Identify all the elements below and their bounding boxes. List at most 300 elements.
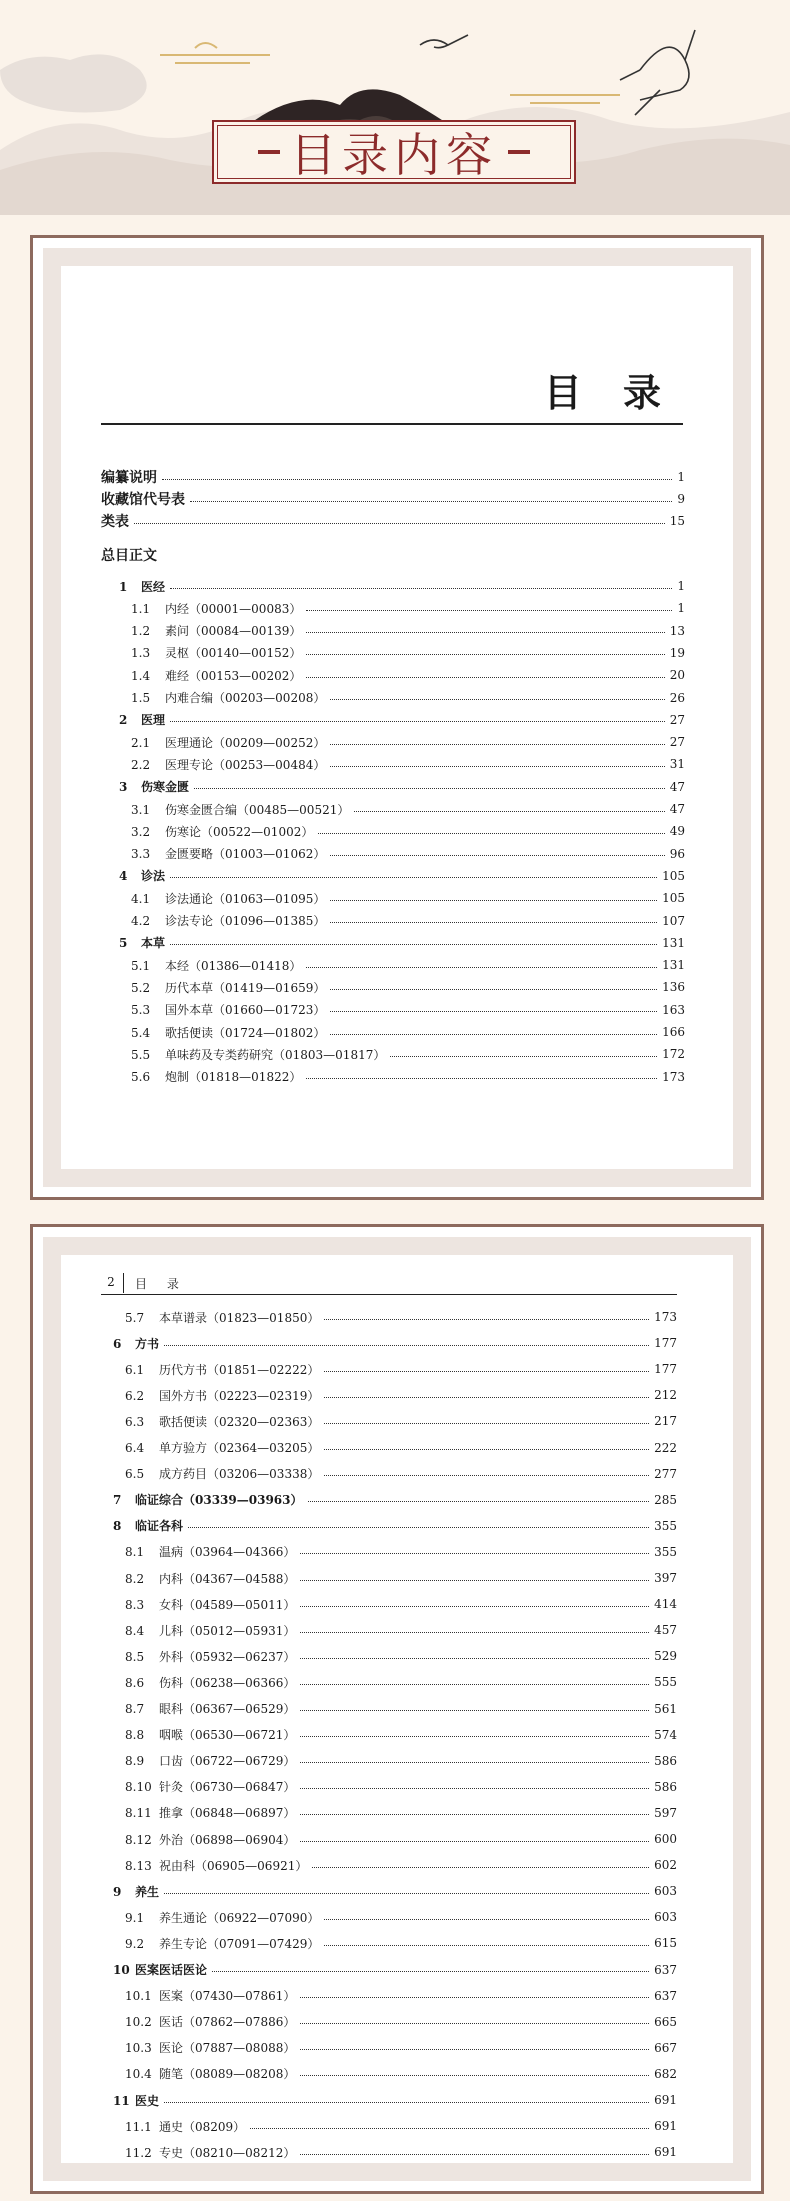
dot-leader	[306, 610, 672, 611]
toc-entry-label	[101, 467, 157, 487]
toc-entry-page: 397	[654, 1571, 677, 1585]
toc-entry	[125, 2063, 677, 2085]
toc-entry-page: 47	[669, 779, 685, 794]
toc-entry-label	[101, 489, 185, 509]
dot-leader	[300, 2049, 649, 2050]
toc-entry-number: 6.2	[125, 1388, 145, 1403]
toc-entry-text: 国外本草（01660—01723）	[165, 1003, 326, 1018]
toc-entry-text: 内经（00001—00083）	[165, 601, 302, 616]
toc-entry-text: 咽喉（06530—06721）	[159, 1728, 296, 1743]
toc-entry-label	[113, 1883, 159, 1900]
dot-leader	[330, 989, 657, 990]
toc-entry-page: 105	[662, 868, 685, 883]
dot-leader	[330, 699, 664, 700]
toc-entry-text: 养生	[135, 1884, 160, 1899]
toc-entry-page: 457	[654, 1623, 677, 1638]
toc-entry	[125, 2115, 677, 2137]
toc-entry-number: 5	[119, 936, 128, 951]
toc-entry	[125, 1906, 677, 1928]
toc-entry-number: 4.2	[131, 914, 151, 928]
toc-entry-label	[125, 1309, 319, 1326]
toc-entry-number: 8.4	[125, 1623, 145, 1638]
toc-entry	[125, 1645, 677, 1667]
toc-entry-text: 医案医话医论	[135, 1963, 208, 1977]
toc-entry	[125, 1828, 677, 1850]
toc-entry-page: 172	[662, 1047, 685, 1062]
toc-entry-page: 15	[669, 514, 685, 528]
dot-leader	[212, 1971, 649, 1972]
toc-entry-text: 诊法	[141, 869, 166, 884]
toc-entry-text: 诊法通论（01063—01095）	[165, 891, 326, 906]
toc-entry-label	[113, 1961, 207, 1978]
toc-entry	[113, 1515, 677, 1537]
toc-entry-number: 1.4	[131, 668, 151, 683]
toc-entry-page: 212	[654, 1388, 677, 1403]
toc-entry	[131, 910, 685, 932]
toc-entry-label	[125, 1596, 295, 1613]
toc-entry-text: 随笔（08089—08208）	[159, 2067, 296, 2082]
toc-entry	[125, 2037, 677, 2059]
title-left-bar	[258, 150, 280, 154]
toc-entry-label	[125, 1935, 319, 1952]
page-mat	[43, 248, 751, 1187]
toc-entry-label	[131, 890, 325, 907]
toc-entry-text: 伤科（06238—06366）	[159, 1675, 296, 1690]
toc-entry-number: 2.1	[131, 735, 151, 750]
toc-entry-number: 8.1	[125, 1545, 145, 1560]
dot-leader	[170, 944, 657, 945]
dot-leader	[330, 900, 657, 901]
toc-entry-text: 祝由科（06905—06921）	[159, 1858, 308, 1873]
dot-leader	[300, 1788, 649, 1789]
toc-entry-page: 529	[654, 1649, 677, 1664]
toc-entry-page: 177	[654, 1336, 677, 1351]
toc-entry-label	[131, 622, 301, 639]
toc-entry	[125, 1384, 677, 1406]
toc-page-2	[30, 1224, 764, 2194]
toc-entry	[113, 1489, 677, 1511]
page-paper	[61, 266, 733, 1169]
dot-leader	[324, 1319, 649, 1320]
toc-entry-number: 9.2	[125, 1936, 145, 1951]
dot-leader	[300, 1553, 649, 1554]
toc-entry-number: 8.11	[125, 1806, 152, 1821]
toc-entry-page: 603	[654, 1910, 677, 1925]
dot-leader	[308, 1501, 650, 1502]
toc-entry-page: 637	[654, 1988, 677, 2003]
toc-entry-page: 19	[669, 645, 685, 660]
toc-entry-text: 临证综合（03339—03963）	[135, 1493, 303, 1508]
dot-leader	[324, 1371, 649, 1372]
toc-entry	[125, 2141, 677, 2163]
toc-entry-number: 8.3	[125, 1597, 145, 1612]
toc-entry-text: 推拿（06848—06897）	[159, 1806, 296, 1821]
toc-entry-text: 外科（05932—06237）	[159, 1649, 296, 1664]
toc-entry-label	[101, 511, 129, 531]
toc-entry-label	[131, 1068, 301, 1085]
page-mat	[43, 1237, 751, 2181]
toc-entry-label	[125, 2118, 245, 2135]
toc-entry-page: 49	[669, 824, 685, 839]
toc-entry	[131, 664, 685, 686]
toc-entry-text: 临证各科	[135, 1519, 184, 1534]
toc-entry-number: 10	[113, 1963, 130, 1977]
toc-entry-label	[131, 979, 325, 996]
toc-entry	[125, 1593, 677, 1615]
toc-entry	[113, 2089, 677, 2111]
running-header-label: 目 录	[135, 1277, 187, 1291]
toc-entry-number: 3	[119, 780, 128, 795]
toc-entry-text: 成方药目（03206—03338）	[159, 1467, 320, 1482]
toc-entry-number: 6.3	[125, 1414, 145, 1429]
toc-entry-page: 31	[669, 757, 685, 772]
toc-entry-label	[125, 1361, 319, 1378]
toc-entry-number: 5.7	[125, 1310, 145, 1325]
toc-entry-page: 173	[662, 1069, 685, 1084]
toc-entry-number: 8.13	[125, 1858, 152, 1873]
toc-entry-page: 603	[654, 1884, 677, 1899]
toc-entry-page: 27	[669, 735, 685, 750]
toc-entry-label	[131, 823, 313, 840]
toc-entry-label	[125, 1648, 295, 1665]
title-right-bar	[508, 150, 530, 154]
toc-entry-number: 3.3	[131, 847, 151, 862]
toc-entry-label	[131, 756, 325, 773]
toc-entry	[131, 976, 685, 998]
toc-entry-text: 医理专论（00253—00484）	[165, 757, 326, 772]
dot-leader	[324, 1945, 649, 1946]
toc-entry-label	[125, 1909, 319, 1926]
toc-entry-page: 561	[654, 1701, 677, 1716]
toc-entry	[125, 1541, 677, 1563]
toc-entry-page: 277	[654, 1466, 677, 1481]
dot-leader	[164, 1893, 649, 1894]
toc-entry-text: 历代本草（01419—01659）	[165, 980, 326, 995]
banner-title-box	[212, 120, 576, 184]
toc-entry-page: 1	[677, 470, 685, 484]
toc-entry-text: 方书	[135, 1336, 160, 1351]
toc-entry-page: 131	[662, 935, 685, 950]
toc-entry-page: 355	[654, 1544, 677, 1559]
toc-entry-text: 通史（08209）	[159, 2119, 246, 2134]
toc-entry-page: 47	[669, 802, 685, 816]
toc-entry-page: 555	[654, 1675, 677, 1690]
toc-page-1	[30, 235, 764, 1200]
banner-title: 目录内容	[290, 128, 498, 182]
toc-entry-label	[113, 1491, 303, 1508]
toc-entry-label	[113, 1517, 183, 1534]
toc-entry	[131, 1043, 685, 1065]
toc-entry	[125, 1306, 677, 1328]
toc-entry-text: 养生专论（07091—07429）	[159, 1936, 320, 1951]
toc-entry	[125, 1671, 677, 1693]
toc-entry-text: 本草	[141, 936, 166, 951]
toc-entry-text: 医理	[141, 713, 166, 728]
toc-entry-label	[125, 1987, 295, 2004]
toc-entry-label	[125, 1804, 295, 1821]
toc-entry-label	[119, 867, 165, 884]
toc-entry-number: 5.6	[131, 1070, 151, 1085]
toc-entry-text: 伤寒金匮	[141, 780, 190, 795]
dot-leader	[300, 1997, 649, 1998]
dot-leader	[306, 654, 664, 655]
toc-entry	[131, 798, 685, 820]
toc-entry-text: 温病（03964—04366）	[159, 1545, 296, 1560]
toc-entry-number: 5.1	[131, 958, 151, 973]
toc-entry-page: 637	[654, 1962, 677, 1977]
toc-entry-page: 20	[669, 668, 685, 683]
section-heading: 总目正文	[101, 548, 157, 564]
toc-entry	[125, 1437, 677, 1459]
toc-entry-label	[125, 1622, 295, 1639]
dot-leader	[300, 2154, 649, 2155]
toc-entry	[119, 575, 685, 597]
toc-entry-label	[119, 778, 189, 795]
toc-entry	[125, 2011, 677, 2033]
toc-entry-number: 8.10	[125, 1780, 152, 1795]
dot-leader	[300, 1632, 649, 1633]
toc-entry-text: 歌括便读（01724—01802）	[165, 1025, 326, 1040]
toc-entry-label	[131, 667, 301, 684]
toc-entry-text: 内难合编（00203—00208）	[165, 691, 326, 705]
toc-entry-label	[131, 1046, 385, 1063]
toc-entry	[125, 1619, 677, 1641]
toc-entry-label	[125, 1387, 319, 1404]
toc-entry-number: 4.1	[131, 891, 151, 906]
toc-entry-text: 儿科（05012—05931）	[159, 1623, 296, 1638]
toc-entry-label	[131, 600, 301, 617]
toc-entry-number: 10.3	[125, 2041, 152, 2056]
toc-entry-text: 单方验方（02364—03205）	[159, 1441, 320, 1455]
toc-entry	[131, 843, 685, 865]
toc-entry-number: 2	[119, 713, 128, 728]
dot-leader	[330, 744, 664, 745]
toc-entry-label	[125, 2065, 295, 2082]
toc-entry-number: 8.9	[125, 1754, 145, 1769]
toc-entry-text: 灵枢（00140—00152）	[165, 646, 302, 661]
toc-entry-number: 2.2	[131, 757, 151, 772]
running-header	[101, 1273, 677, 1295]
dot-leader	[330, 1034, 657, 1035]
toc-entry-label	[125, 1857, 307, 1874]
dot-leader	[306, 677, 664, 678]
toc-entry-text: 历代方书（01851—02222）	[159, 1362, 320, 1377]
toc-entry-text: 口齿（06722—06729）	[159, 1754, 296, 1769]
toc-entry	[125, 1410, 677, 1432]
toc-entry-text: 素问（00084—00139）	[165, 624, 302, 639]
toc-entry-number: 9	[113, 1884, 122, 1899]
toc-entry-number: 1.1	[131, 601, 151, 616]
toc-entry-page: 166	[662, 1025, 685, 1039]
toc-entry-label	[131, 912, 325, 929]
toc-entry-text: 伤寒论（00522—01002）	[165, 824, 314, 839]
dot-leader	[324, 1397, 649, 1398]
running-header-page: 2	[107, 1275, 115, 1289]
toc-entry-number: 10.4	[125, 2067, 152, 2082]
toc-entry-text: 医论（07887—08088）	[159, 2041, 296, 2056]
toc-entry	[125, 1724, 677, 1746]
toc-entry-text: 本经（01386—01418）	[165, 958, 302, 973]
toc-entry	[131, 597, 685, 619]
toc-entry-text: 歌括便读（02320—02363）	[159, 1414, 320, 1429]
toc-entry-label	[125, 2039, 295, 2056]
toc-entry-label	[131, 689, 325, 706]
toc-entry-label	[125, 1700, 295, 1717]
toc-entry-text: 诊法专论（01096—01385）	[165, 914, 326, 928]
toc-entry-page: 13	[669, 623, 685, 638]
toc-entry-label	[131, 801, 349, 818]
toc-entry-page: 105	[662, 891, 685, 906]
dot-leader	[312, 1867, 649, 1868]
toc-entry	[101, 466, 685, 488]
toc-entry-text: 类表	[101, 514, 129, 530]
dot-leader	[354, 811, 664, 812]
toc-entry	[101, 510, 685, 532]
toc-entry	[125, 1932, 677, 1954]
toc-entry-page: 586	[654, 1753, 677, 1768]
toc-entry	[125, 1698, 677, 1720]
page-paper	[61, 1255, 733, 2163]
dot-leader	[330, 1011, 657, 1012]
toc-entry-label	[125, 1570, 295, 1587]
dot-leader	[300, 2075, 649, 2076]
toc-entry-label	[119, 934, 165, 951]
toc-entry	[125, 1802, 677, 1824]
toc-entry-number: 8.8	[125, 1728, 145, 1743]
dot-leader	[300, 1658, 649, 1659]
toc-entry-label	[113, 2092, 159, 2109]
toc-entry-page: 163	[662, 1002, 685, 1017]
toc-entry-number: 5.5	[131, 1047, 151, 1062]
toc-entry-label	[125, 1752, 295, 1769]
toc-entry	[131, 642, 685, 664]
toc-entry	[125, 1463, 677, 1485]
dot-leader	[300, 1736, 649, 1737]
toc-entry-number: 1.2	[131, 624, 151, 639]
toc-entry-number: 11	[113, 2093, 130, 2108]
header-rule	[101, 1294, 677, 1295]
toc-entry-page: 600	[654, 1832, 677, 1846]
dot-leader	[330, 922, 657, 923]
toc-entry	[119, 932, 685, 954]
dot-leader	[324, 1423, 649, 1424]
toc-entry-label	[131, 957, 301, 974]
toc-entry-page: 597	[654, 1805, 677, 1820]
toc-entry-number: 3.2	[131, 824, 151, 839]
toc-entry-label	[125, 1543, 295, 1560]
toc-entry-page: 217	[654, 1414, 677, 1429]
toc-entry	[119, 709, 685, 731]
toc-entry-text: 编纂说明	[101, 470, 157, 486]
toc-entry-label	[131, 845, 325, 862]
toc-entry	[131, 954, 685, 976]
toc-entry-page: 107	[662, 913, 685, 928]
toc-entry-number: 1	[119, 579, 128, 594]
toc-entry	[113, 1959, 677, 1981]
toc-entry-number: 1.3	[131, 646, 151, 661]
dot-leader	[188, 1527, 649, 1528]
toc-entry-number: 8.2	[125, 1571, 145, 1586]
dot-leader	[170, 588, 672, 589]
dot-leader	[306, 1078, 657, 1079]
toc-entry	[131, 1021, 685, 1043]
toc-entry-page: 222	[654, 1440, 677, 1455]
dot-leader	[162, 479, 672, 480]
dot-leader	[306, 967, 657, 968]
toc-entry-text: 外治（06898—06904）	[159, 1832, 296, 1847]
toc-entry-label	[125, 1726, 295, 1743]
dot-leader	[170, 721, 665, 722]
dot-leader	[300, 1841, 649, 1842]
toc-entry-number: 8.12	[125, 1832, 152, 1847]
toc-entry-page: 177	[654, 1362, 677, 1377]
toc-entry-label	[125, 1778, 295, 1795]
header-banner	[0, 0, 790, 215]
dot-leader	[300, 1762, 649, 1763]
toc-entry	[119, 776, 685, 798]
toc-entry-label	[125, 2013, 295, 2030]
toc-entry-page: 1	[677, 601, 685, 616]
toc-entry	[131, 620, 685, 642]
dot-leader	[134, 523, 665, 524]
toc-entry-text: 伤寒金匮合编（00485—00521）	[165, 802, 350, 817]
toc-entry-page: 667	[654, 2040, 677, 2055]
toc-entry-page: 355	[654, 1518, 677, 1533]
toc-entry-page: 136	[662, 980, 685, 995]
dot-leader	[324, 1919, 649, 1920]
toc-entry	[125, 1567, 677, 1589]
dot-leader	[194, 788, 665, 789]
toc-entry	[131, 999, 685, 1021]
dot-leader	[250, 2128, 649, 2129]
toc-entry-label	[131, 1001, 325, 1018]
toc-entry-page: 27	[669, 712, 685, 727]
toc-entry-number: 5.3	[131, 1003, 151, 1018]
toc-entry	[125, 1854, 677, 1876]
toc-entry-label	[125, 1413, 319, 1430]
toc-entry-text: 炮制（01818—01822）	[165, 1070, 302, 1085]
toc-entry-label	[119, 711, 165, 728]
toc-entry-text: 医话（07862—07886）	[159, 2015, 296, 2030]
dot-leader	[190, 501, 672, 502]
toc-entry-page: 691	[654, 2145, 677, 2160]
toc-title: 目 录	[543, 370, 675, 415]
header-divider	[123, 1273, 124, 1293]
toc-entry-label	[131, 734, 325, 751]
toc-entry-number: 11.1	[125, 2119, 152, 2134]
toc-entry-page: 586	[654, 1779, 677, 1794]
toc-entry-text: 养生通论（06922—07090）	[159, 1910, 320, 1925]
toc-entry	[131, 731, 685, 753]
toc-entry-page: 131	[662, 958, 685, 973]
toc-entry-page: 691	[654, 2119, 677, 2134]
toc-entry	[131, 753, 685, 775]
toc-entry-page: 665	[654, 2014, 677, 2029]
toc-entry-page: 682	[654, 2066, 677, 2081]
toc-entry-text: 针灸（06730—06847）	[159, 1780, 296, 1795]
toc-entry-text: 本草谱录（01823—01850）	[159, 1310, 320, 1325]
toc-entry-label	[125, 1439, 319, 1456]
toc-entry-label	[131, 1024, 325, 1041]
toc-entry-page: 1	[677, 579, 685, 593]
toc-entry	[125, 1776, 677, 1798]
toc-entry-page: 173	[654, 1310, 677, 1324]
dot-leader	[324, 1449, 649, 1450]
dot-leader	[300, 2023, 649, 2024]
toc-entry	[113, 1332, 677, 1354]
toc-entry-number: 8.5	[125, 1649, 145, 1664]
dot-leader	[170, 877, 657, 878]
